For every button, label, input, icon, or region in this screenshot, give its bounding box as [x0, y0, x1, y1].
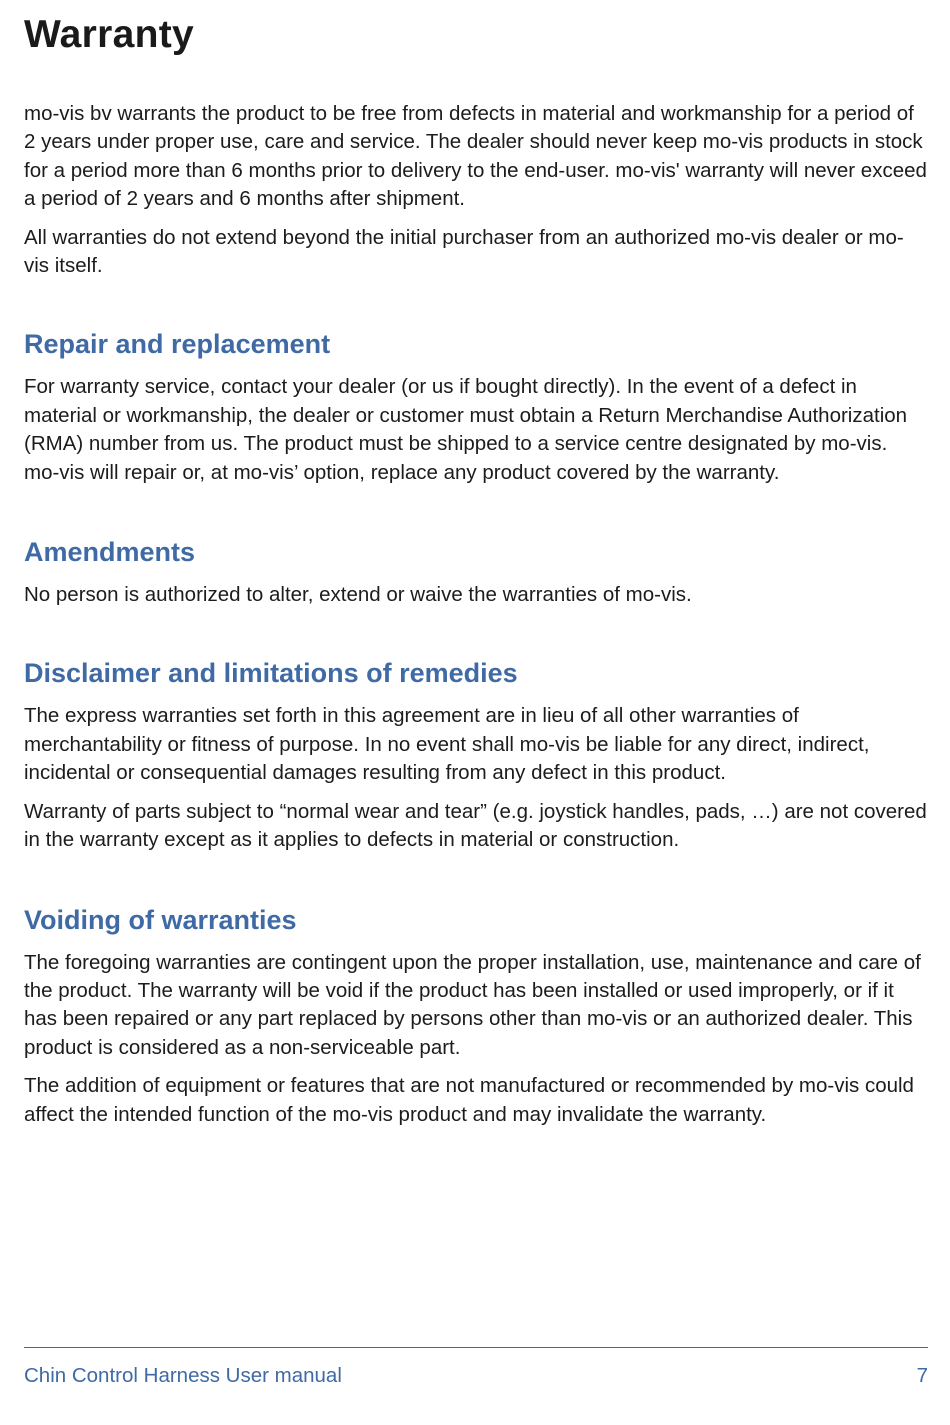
- section-heading-disclaimer: Disclaimer and limitations of remedies: [24, 658, 518, 689]
- intro-paragraph-1: mo-vis bv warrants the product to be free from defects in material and workmanship for a period of 2 years under proper use, care and service. The dealer should never keep mo-vis products in stock for a period more than 6 months prior to delivery to the end-user. mo-vis' warranty will never exceed a period of 2 years and 6 months after shipment.: [24, 102, 927, 211]
- section-heading-repair: Repair and replacement: [24, 329, 331, 360]
- page-footer: [24, 1347, 928, 1387]
- amendments-paragraph-1: No person is authorized to alter, extend or waive the warranties of mo-vis.: [24, 583, 692, 607]
- document-page: [24, 0, 928, 1129]
- section-heading-voiding: Voiding of warranties: [24, 904, 297, 935]
- disclaimer-paragraph-1: The express warranties set forth in this agreement are in lieu of all other warranties of merchantability or fitness of purpose. In no event shall mo-vis be liable for any direct, indirect, incidental or consequential damages resulting from any defect in this product.: [24, 704, 870, 785]
- voiding-paragraph-1: The foregoing warranties are contingent upon the proper installation, use, maintenance and care of the product. The warranty will be void if the product has been installed or used improperly, or if it has been repaired or any part replaced by persons other than mo-vis or an authorized dealer. This product is considered as a non-serviceable part.: [24, 950, 921, 1059]
- intro-paragraph-2: All warranties do not extend beyond the initial purchaser from an authorized mo-vis dealer or mo-vis itself.: [24, 225, 904, 278]
- voiding-paragraph-2: The addition of equipment or features that are not manufactured or recommended by mo-vis could affect the intended function of the mo-vis product and may invalidate the warranty.: [24, 1074, 914, 1126]
- repair-paragraph-1: For warranty service, contact your dealer (or us if bought directly). In the event of a defect in material or workmanship, the dealer or customer must obtain a Return Merchandise Authorization (RMA) number from us. The product must be shipped to a service centre designated by mo-vis. mo-vis will repair or, at mo-vis’ option, replace any product covered by the warranty.: [24, 375, 908, 484]
- section-heading-amendments: Amendments: [24, 537, 196, 568]
- footer-page-number: 7: [916, 1364, 928, 1387]
- footer-manual-title: Chin Control Harness User manual: [24, 1364, 342, 1387]
- disclaimer-paragraph-2: Warranty of parts subject to “normal wear and tear” (e.g. joystick handles, pads, …) are not covered in the warranty except as it applies to defects in material or construction.: [24, 799, 927, 852]
- page-title: Warranty: [24, 13, 194, 56]
